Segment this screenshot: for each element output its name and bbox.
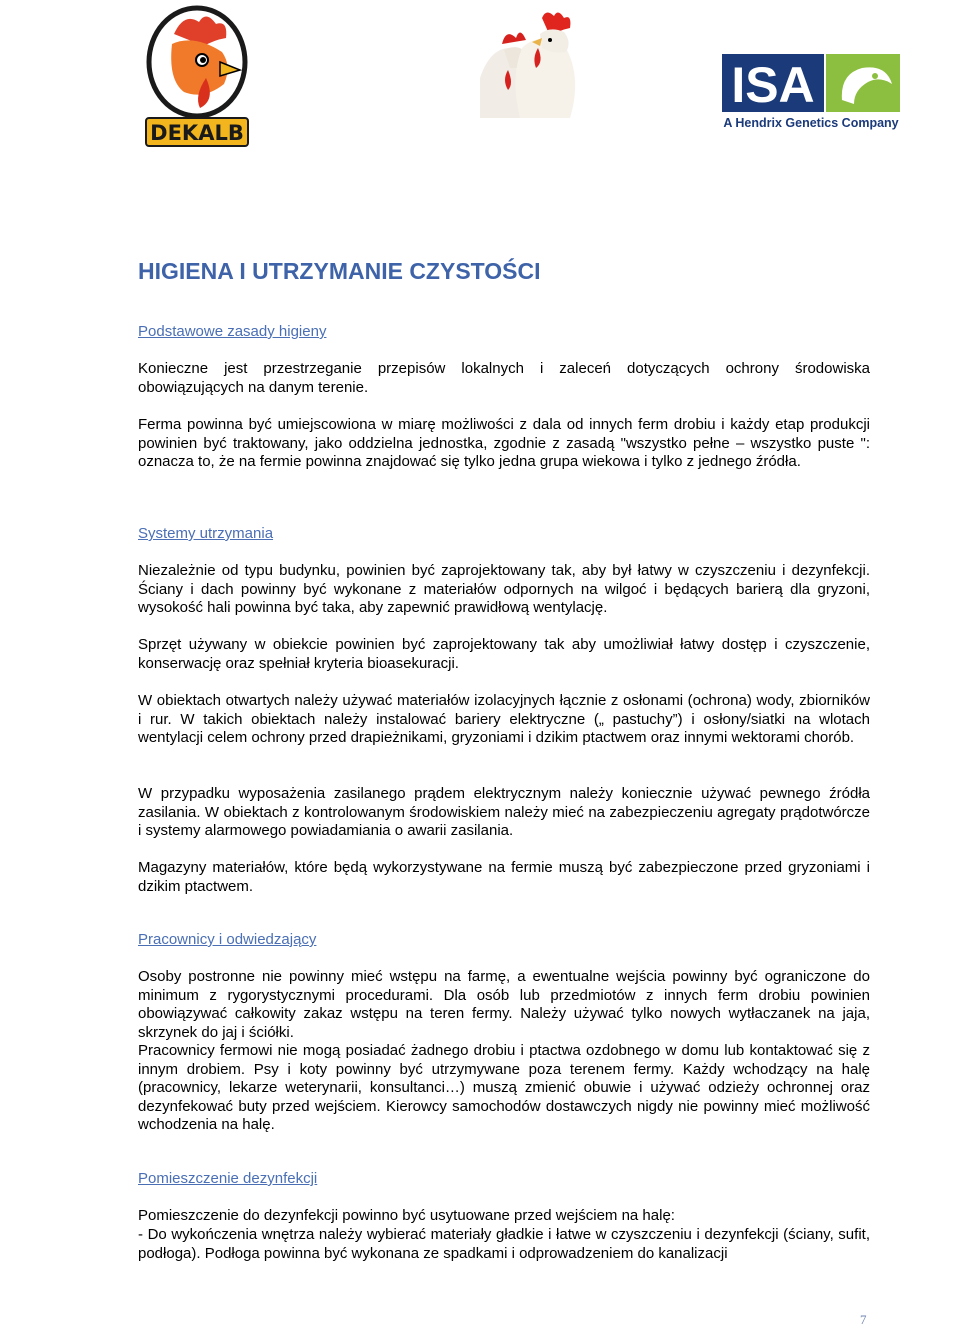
page-number: 7 (860, 1312, 867, 1327)
dekalb-logo (144, 4, 250, 148)
paragraph: W obiektach otwartych należy używać materiałów izolacyjnych łącznie z osłonami (ochrona) wody, zbiorników i rur. W takich obiektach należy instalować bariery elektryczne („ pastuchy”) i osłony/siatki na wlotach wentylacji celem ochrony przed drapieżnikami, gryzoniami i dzikim ptactwem oraz innymi wektorami chorób. (138, 692, 870, 747)
section-heading-staff-visitors: Pracownicy i odwiedzający (138, 931, 317, 948)
paragraph: Magazyny materiałów, które będą wykorzystywane na fermie muszą być zabezpieczone przed gryzoniami i dzikim ptactwem. (138, 859, 870, 895)
paragraph: Pomieszczenie do dezynfekcji powinno być usytuowane przed wejściem na halę: (138, 1207, 675, 1224)
paragraph: Sprzęt używany w obiekcie powinien być zaprojektowany tak aby umożliwiał łatwy dostęp i czyszczenie, konserwację oraz spełniał kryteria bioasekuracji. (138, 636, 870, 672)
section-heading-disinfection-room: Pomieszczenie dezynfekcji (138, 1170, 318, 1187)
section-heading-hygiene: Podstawowe zasady higieny (138, 323, 327, 340)
dekalb-logo-text: DEKALB (150, 121, 244, 145)
paragraph: W przypadku wyposażenia zasilanego prądem elektrycznym należy koniecznie używać pewnego źródła zasilania. W obiektach z kontrolowanym środowiskiem należy mieć na zabezpieczeniu agregaty prądotwórcze i systemy alarmowego powiadamiania o awarii zasilania. (138, 785, 870, 840)
paragraph: - Do wykończenia wnętrza należy wybierać materiały gładkie i łatwe w czyszczeniu i dezynfekcji (ściany, sufit, podłoga). Podłoga powinna być wykonana ze spadkami i odprowadzeniem do kanalizacji (138, 1226, 870, 1262)
paragraph: Niezależnie od typu budynku, powinien być zaprojektowany tak, aby był łatwy w czyszczeniu i dezynfekcji. Ściany i dach powinny być wykonane z materiałów odpornych na wilgoć i będących barierą dla gryzoni, wysokość hali powinna być taka, aby zapewnić prawidłową wentylację. (138, 562, 870, 617)
hens-photo (480, 8, 582, 118)
paragraph: Ferma powinna być umiejscowiona w miarę możliwości z dala od innych ferm drobiu i każdy etap produkcji powinien być traktowany, jako oddzielna jednostka, zgodnie z zasadą "wszystko pełne – wszystko puste ": oznacza to, że na fermie powinna znajdować się tylko jedna grupa wiekowa i tylko z jednego źródła. (138, 416, 870, 471)
document-title: HIGIENA I UTRZYMANIE CZYSTOŚCI (138, 258, 541, 284)
paragraph: Osoby postronne nie powinny mieć wstępu na farmę, a ewentualne wejścia powinny być ograniczone do minimum z rygorystycznymi procedurami. Dla osób lub przedmiotów z innych ferm drobiu powinien obowiązywać całkowity zakaz wstępu na teren fermy. Należy używać tylko nowych wytłaczanek na jaja, skrzynek do jaj i ściółki. (138, 968, 870, 1041)
paragraph: Pracownicy fermowi nie mogą posiadać żadnego drobiu i ptactwa ozdobnego w domu lub kontaktować się z innym drobiem. Psy i koty powinny być utrzymywane poza terenem fermy. Każdy wchodzący na halę (pracownicy, lekarze weterynarii, konsultanci…) muszą zmienić obuwie i używać odzieży ochronnej oraz dezynfekować buty przed wejściem. Kierowcy samochodów dostawczych nigdy nie powinny mieć możliwość wchodzenia na halę. (138, 1042, 870, 1134)
isa-tagline: A Hendrix Genetics Company (723, 116, 899, 130)
isa-logo-text: ISA (731, 57, 815, 112)
paragraph: Konieczne jest przestrzeganie przepisów lokalnych i zaleceń dotyczących ochrony środowiska obowiązujących na danym terenie. (138, 360, 870, 396)
isa-logo (722, 54, 900, 134)
section-heading-housing: Systemy utrzymania (138, 525, 274, 542)
